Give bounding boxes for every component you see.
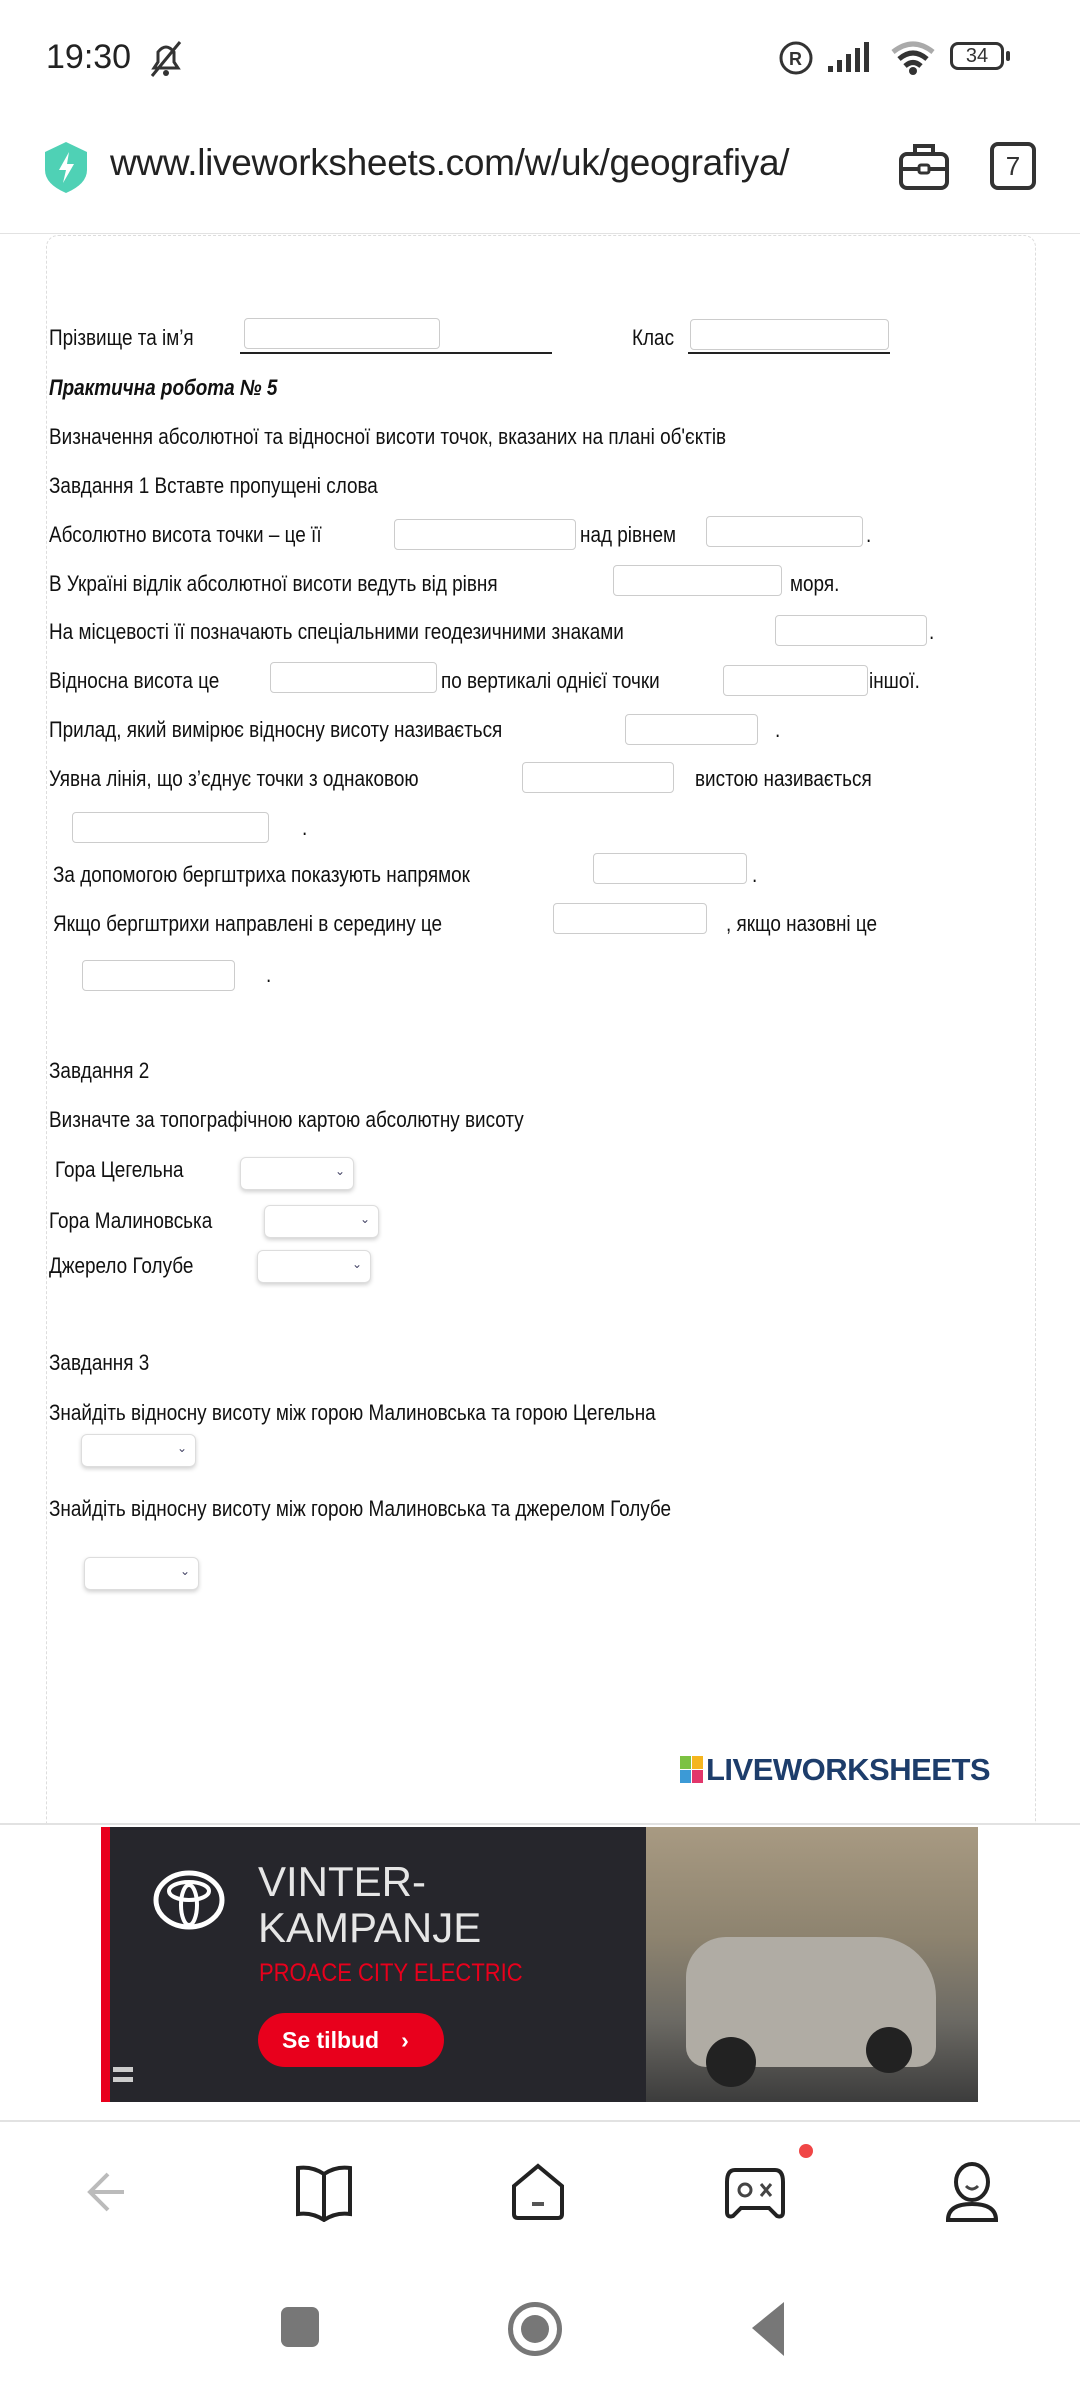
- svg-text:R: R: [789, 49, 802, 69]
- book-icon[interactable]: [294, 2162, 354, 2222]
- ad-subheadline: PROACE CITY ELECTRIC: [259, 1959, 523, 1987]
- task2-select-3[interactable]: [257, 1250, 371, 1283]
- task1-line6-text: Уявна лінія, що з’єднує точки з однаковою: [49, 766, 419, 791]
- back-system-button[interactable]: [750, 2300, 786, 2358]
- ad-van-image: [646, 1827, 978, 2102]
- chevron-down-icon: ⌄: [176, 1441, 187, 1455]
- back-icon[interactable]: [78, 2162, 138, 2222]
- task1-line2-text: В Україні відлік абсолютної висоти ведуть від рівня: [49, 571, 498, 596]
- task1-blank-3[interactable]: [613, 565, 782, 596]
- task3-select-1[interactable]: [81, 1434, 196, 1467]
- task2-select-1[interactable]: [240, 1157, 354, 1190]
- task3-question-2: Знайдіть відносну висоту між горою Малиновська та джерелом Голубе: [49, 1496, 672, 1521]
- ad-headline-2: KAMPANJE: [258, 1904, 482, 1951]
- task1-line5-text: Прилад, який вимірює відносну висоту називається: [49, 717, 503, 742]
- signal-icon: [828, 40, 876, 74]
- task1-blank-9[interactable]: [72, 812, 269, 843]
- task1-blank-5[interactable]: [270, 662, 437, 693]
- chevron-down-icon: ⌄: [334, 1164, 345, 1178]
- notification-dot: [799, 2144, 813, 2158]
- profile-icon[interactable]: [942, 2162, 1002, 2222]
- task1-line3-text: На місцевості її позначають спеціальними геодезичними знаками: [49, 619, 624, 644]
- name-input[interactable]: [244, 318, 440, 349]
- ad-menu-icon[interactable]: [113, 2067, 133, 2072]
- task1-blank-10[interactable]: [593, 853, 747, 884]
- task1-line4-text-2: по вертикалі однієї точки: [441, 668, 660, 693]
- task1-line7-dot: .: [752, 862, 758, 887]
- task2-item-label: Гора Цегельна: [55, 1157, 184, 1182]
- worksheet-title: Практична робота № 5: [49, 375, 278, 400]
- task1-line8-text-2: , якщо назовні це: [726, 911, 878, 936]
- chevron-right-icon: ›: [401, 2027, 409, 2053]
- ad-cta-label: Se tilbud: [282, 2027, 380, 2053]
- task1-heading: Завдання 1 Вставте пропущені слова: [49, 473, 378, 498]
- name-label: Прізвище та ім’я: [49, 325, 194, 350]
- task1-line7-text: За допомогою бергштриха показують напрямок: [53, 862, 470, 887]
- chevron-down-icon: ⌄: [351, 1257, 362, 1271]
- task1-blank-11[interactable]: [553, 903, 707, 934]
- task1-blank-7[interactable]: [625, 714, 758, 745]
- task1-line3-dot: .: [929, 619, 935, 644]
- task1-line4-text-3: іншої.: [869, 668, 920, 693]
- liveworksheets-logo-icon: [680, 1756, 704, 1784]
- tab-count-button[interactable]: 7: [990, 142, 1036, 190]
- task1-line5-dot: .: [775, 717, 781, 742]
- name-underline: [240, 352, 552, 354]
- task2-heading: Завдання 2: [49, 1058, 150, 1083]
- status-time: 19:30: [46, 38, 132, 76]
- task2-select-2[interactable]: [264, 1205, 379, 1238]
- ad-cta-button[interactable]: [258, 2013, 444, 2067]
- task1-line6-text-2: вистою називається: [695, 766, 872, 791]
- games-icon[interactable]: [725, 2162, 785, 2222]
- worksheet-subtitle: Визначення абсолютної та відносної висоти точок, вказаних на плані об'єктів: [49, 424, 727, 449]
- registered-icon: [778, 40, 814, 76]
- toolbar-divider: [0, 233, 1080, 234]
- task1-blank-8[interactable]: [522, 762, 674, 793]
- task3-heading: Завдання 3: [49, 1350, 150, 1375]
- battery-icon: 34: [950, 42, 1004, 70]
- shield-icon[interactable]: [42, 140, 90, 194]
- task1-line1-text-2: над рівнем: [580, 522, 677, 547]
- wifi-icon: [890, 40, 936, 76]
- class-label: Клас: [632, 325, 675, 350]
- task1-line8-dot: .: [266, 962, 272, 987]
- liveworksheets-logo[interactable]: LIVEWORKSHEETS: [706, 1752, 991, 1787]
- task1-line1-text: Абсолютно висота точки – це її: [49, 522, 322, 547]
- task3-select-2[interactable]: [84, 1557, 199, 1590]
- ad-headline-1: VINTER-: [258, 1858, 426, 1905]
- toyota-logo-icon: [153, 1869, 225, 1931]
- content-divider: [0, 1823, 1080, 1825]
- task1-line1-dot: .: [866, 522, 872, 547]
- task1-blank-4[interactable]: [775, 615, 927, 646]
- task1-line6-dot: .: [302, 815, 308, 840]
- class-input[interactable]: [690, 319, 889, 350]
- ad-menu-icon-bar: [113, 2077, 133, 2082]
- ad-banner[interactable]: [101, 1827, 978, 2102]
- home-system-button[interactable]: [508, 2302, 562, 2356]
- recents-button[interactable]: [281, 2307, 319, 2347]
- bottom-nav-divider: [0, 2120, 1080, 2122]
- task1-blank-12[interactable]: [82, 960, 235, 991]
- battery-tip: [1006, 51, 1010, 61]
- chevron-down-icon: ⌄: [359, 1212, 370, 1226]
- bell-off-icon: [146, 38, 186, 80]
- task1-blank-1[interactable]: [394, 519, 576, 550]
- task2-item-label: Джерело Голубе: [49, 1253, 194, 1278]
- task1-blank-2[interactable]: [706, 516, 863, 547]
- home-icon[interactable]: [508, 2162, 568, 2222]
- chevron-down-icon: ⌄: [179, 1564, 190, 1578]
- url-text[interactable]: www.liveworksheets.com/w/uk/geografiya/: [110, 142, 790, 183]
- task2-item-label: Гора Малиновська: [49, 1208, 213, 1233]
- task1-line8-text: Якщо бергштрихи направлені в середину це: [53, 911, 443, 936]
- ad-red-stripe: [101, 1827, 110, 2102]
- task2-prompt: Визначте за топографічною картою абсолютну висоту: [49, 1107, 524, 1132]
- task1-line4-text: Відносна висота це: [49, 668, 220, 693]
- briefcase-icon[interactable]: [898, 140, 950, 192]
- task3-question-1: Знайдіть відносну висоту між горою Малиновська та горою Цегельна: [49, 1400, 656, 1425]
- class-underline: [688, 352, 890, 354]
- task1-line2-text-2: моря.: [790, 571, 840, 596]
- task1-blank-6[interactable]: [723, 665, 868, 696]
